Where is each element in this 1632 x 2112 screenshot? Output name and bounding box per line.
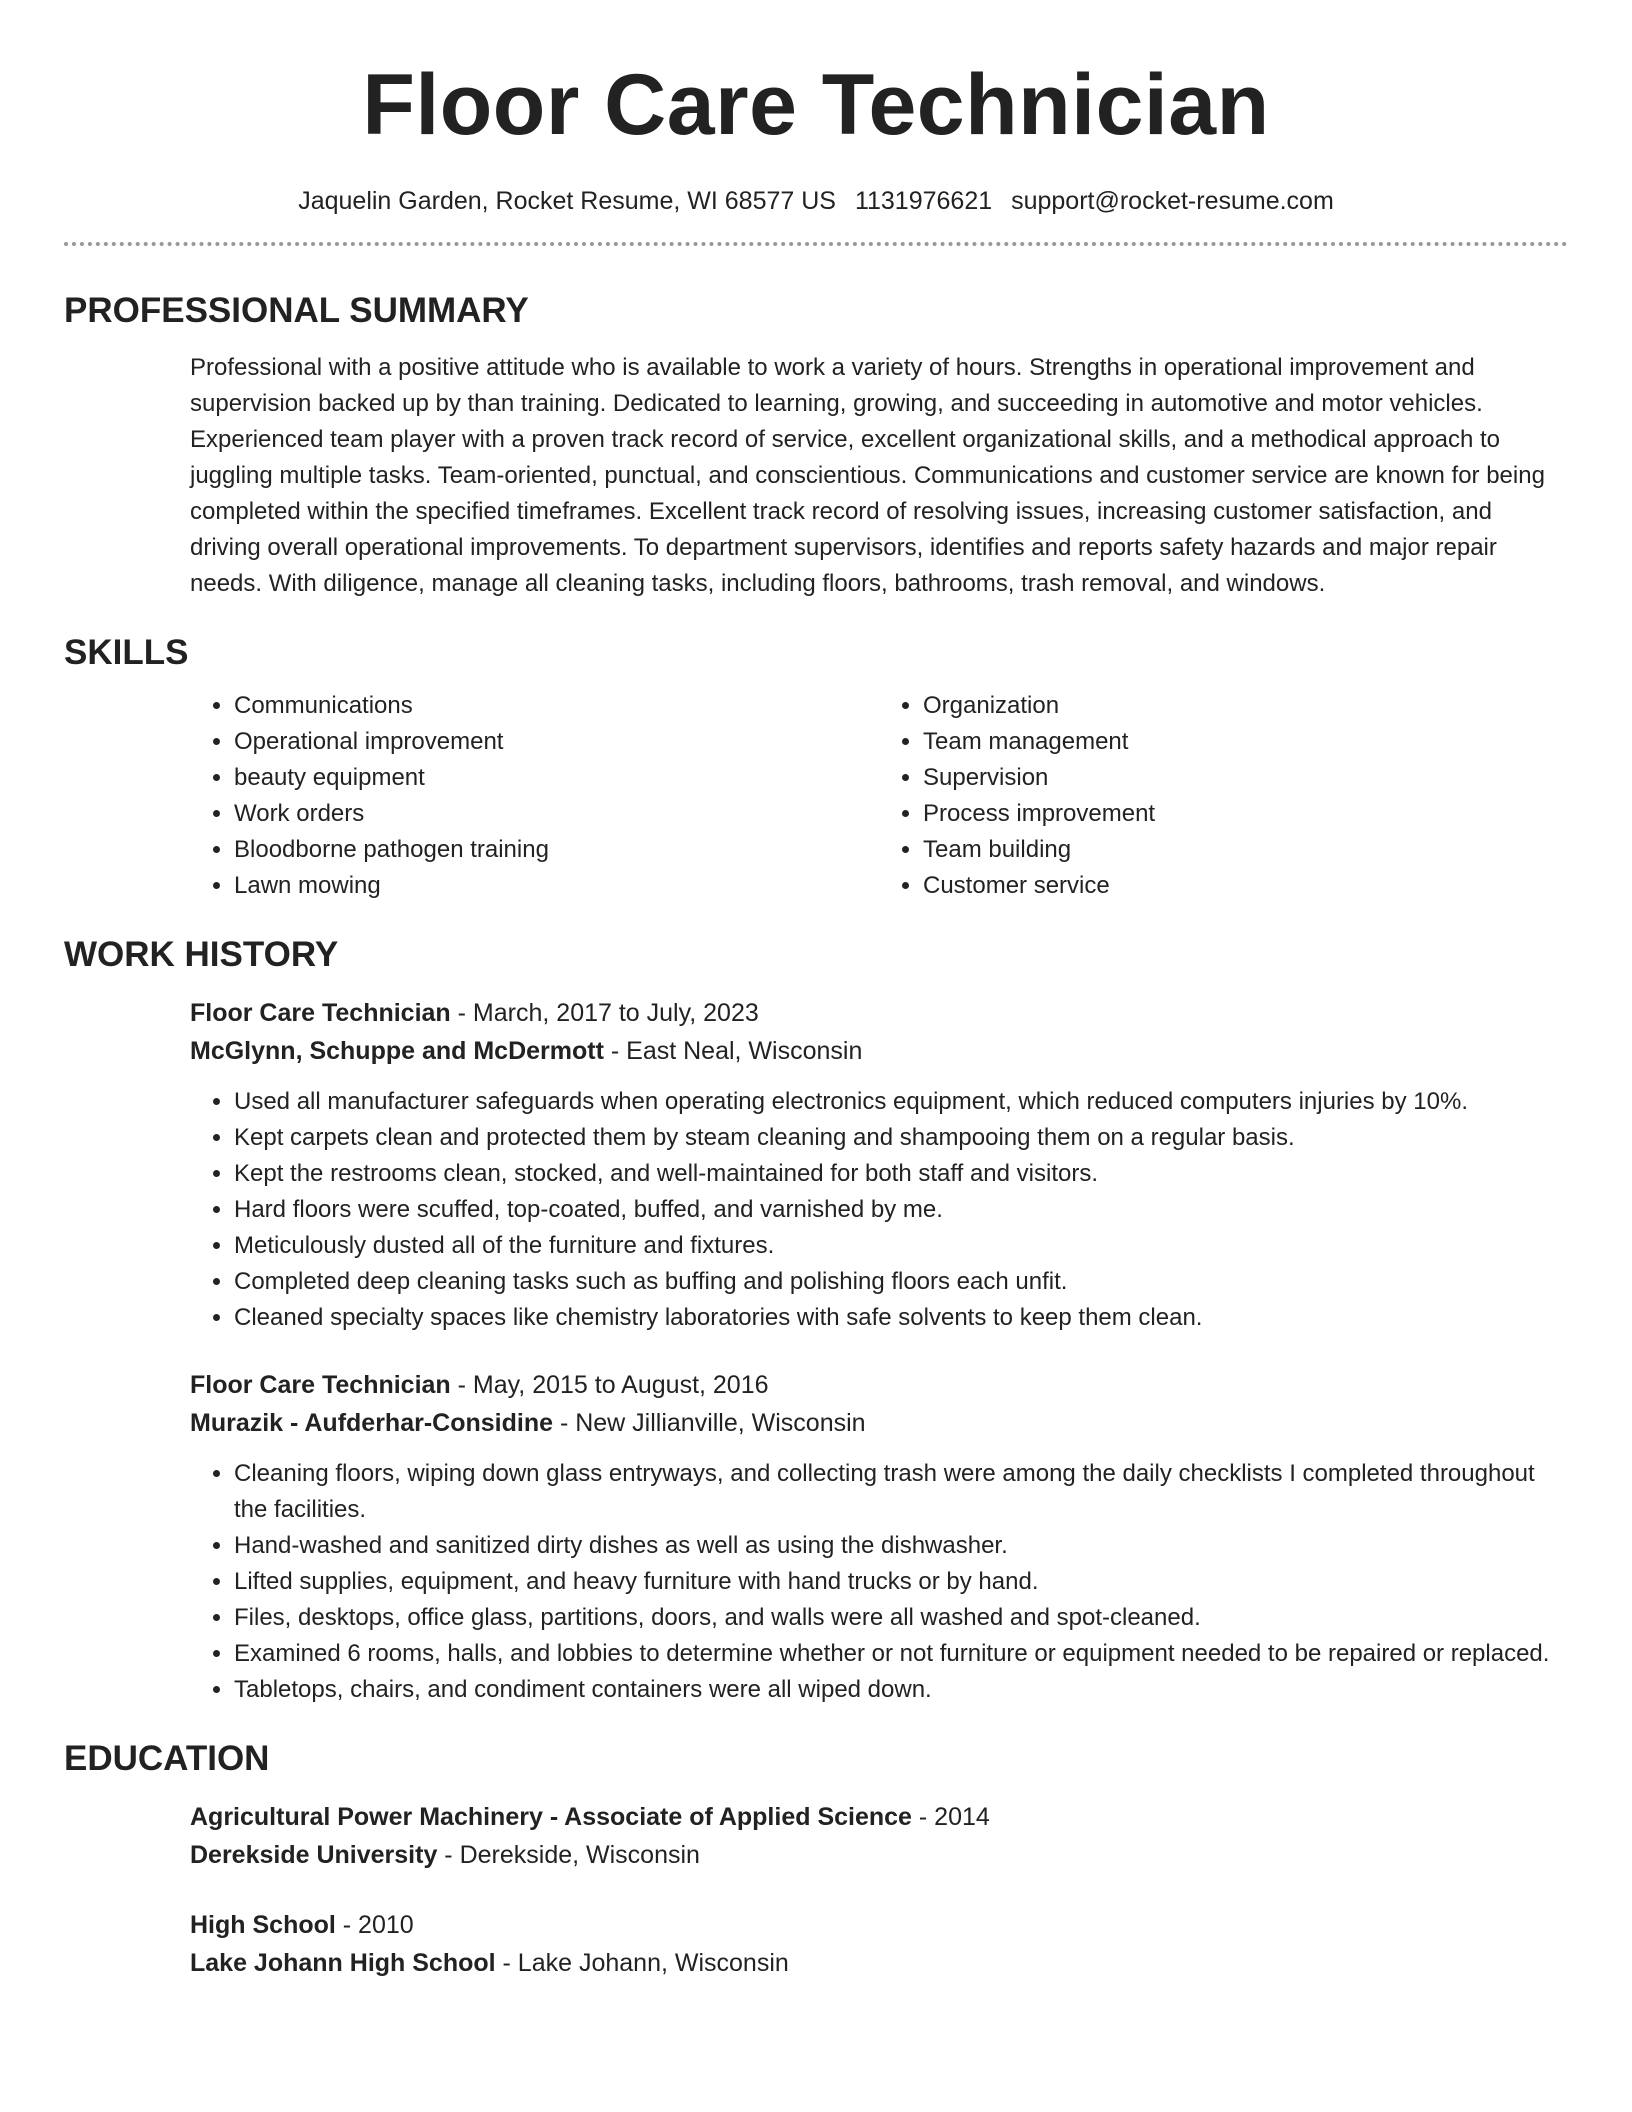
job-bullet: • Used all manufacturer safeguards when operating electronics equipment, which reduced computers injuries by 10%.	[234, 1084, 1568, 1120]
skill-item: • Bloodborne pathogen training	[234, 832, 879, 868]
skills-section	[64, 632, 1568, 904]
education-location: - Derekside, Wisconsin	[437, 1841, 700, 1869]
job-company-line	[190, 1404, 1568, 1442]
resume-title: Floor Care Technician	[362, 57, 1270, 153]
summary-section	[64, 290, 1568, 602]
skills-heading: SKILLS	[64, 633, 189, 672]
job-location: - New Jillianville, Wisconsin	[553, 1409, 866, 1437]
job-dates: - May, 2015 to August, 2016	[450, 1371, 769, 1399]
education-heading: EDUCATION	[64, 1739, 270, 1778]
skill-item: • Supervision	[923, 760, 1568, 796]
job-company: Murazik - Aufderhar-Considine	[190, 1409, 553, 1437]
summary-text: Professional with a positive attitude who is available to work a variety of hours. Strengths in operational improvement and supervision backed up by than training. Dedicated to learning, growing, and succeeding in automotive and motor vehicles. Experienced team player with a proven track record of service, excellent organizational skills, and a methodical approach to juggling multiple tasks. Team-oriented, punctual, and conscientious. Communications and customer service are known for being completed within the specified timeframes. Excellent track record of resolving issues, increasing customer satisfaction, and driving overall operational improvements. To department supervisors, identifies and reports safety hazards and major repair needs. With diligence, manage all cleaning tasks, including floors, bathrooms, trash removal, and windows.	[190, 354, 1545, 597]
skills-left-list	[190, 688, 879, 904]
job-company-line	[190, 1032, 1568, 1070]
job-company: McGlynn, Schuppe and McDermott	[190, 1037, 604, 1065]
header-divider	[64, 242, 1568, 246]
skill-item: • Process improvement	[923, 796, 1568, 832]
skills-columns	[190, 688, 1568, 904]
job-bullet: • Hand-washed and sanitized dirty dishes as well as using the dishwasher.	[234, 1528, 1568, 1564]
job-bullet: • Files, desktops, office glass, partitions, doors, and walls were all washed and spot-cleaned.	[234, 1600, 1568, 1636]
job-dates: - March, 2017 to July, 2023	[450, 999, 759, 1027]
skill-item: • Lawn mowing	[234, 868, 879, 904]
job-location: - East Neal, Wisconsin	[603, 1037, 863, 1065]
contact-address: Jaquelin Garden, Rocket Resume, WI 68577 US	[298, 187, 836, 215]
job-bullet: • Kept carpets clean and protected them by steam cleaning and shampooing them on a regular basis.	[234, 1120, 1568, 1156]
job-position: Floor Care Technician	[190, 1371, 451, 1399]
education-section	[64, 1738, 1568, 1982]
education-degree-line	[190, 1798, 1568, 1836]
education-entry	[64, 1798, 1568, 1874]
contact-phone: 1131976621	[854, 187, 993, 215]
skill-item: • beauty equipment	[234, 760, 879, 796]
work-history-section	[64, 934, 1568, 1708]
education-school-line	[190, 1944, 1568, 1982]
education-location: - Lake Johann, Wisconsin	[495, 1949, 789, 1977]
job-entry	[64, 994, 1568, 1336]
skill-item: • Customer service	[923, 868, 1568, 904]
job-bullet: • Meticulously dusted all of the furniture and fixtures.	[234, 1228, 1568, 1264]
job-title-line	[190, 994, 1568, 1032]
education-entry	[64, 1906, 1568, 1982]
job-position: Floor Care Technician	[190, 999, 451, 1027]
summary-heading: PROFESSIONAL SUMMARY	[64, 291, 529, 330]
job-title-line	[190, 1366, 1568, 1404]
work-history-heading: WORK HISTORY	[64, 935, 339, 974]
skill-item: • Team management	[923, 724, 1568, 760]
job-entry	[64, 1366, 1568, 1708]
skills-right-list	[879, 688, 1568, 904]
job-bullet: • Tabletops, chairs, and condiment containers were all wiped down.	[234, 1672, 1568, 1708]
skill-item: • Work orders	[234, 796, 879, 832]
education-degree: High School	[190, 1911, 336, 1939]
education-degree-line	[190, 1906, 1568, 1944]
job-bullets	[190, 1456, 1568, 1708]
job-bullet: • Kept the restrooms clean, stocked, and well-maintained for both staff and visitors.	[234, 1156, 1568, 1192]
education-school: Derekside University	[190, 1841, 438, 1869]
job-bullet: • Cleaning floors, wiping down glass entryways, and collecting trash were among the daily checklists I completed throughout the facilities.	[234, 1456, 1568, 1528]
job-bullet: • Cleaned specialty spaces like chemistry laboratories with safe solvents to keep them clean.	[234, 1300, 1568, 1336]
contact-line	[64, 186, 1568, 216]
education-year: - 2014	[911, 1803, 990, 1831]
education-year: - 2010	[335, 1911, 414, 1939]
education-school-line	[190, 1836, 1568, 1874]
job-bullet: • Lifted supplies, equipment, and heavy furniture with hand trucks or by hand.	[234, 1564, 1568, 1600]
job-bullets	[190, 1084, 1568, 1336]
skill-item: • Communications	[234, 688, 879, 724]
skill-item: • Organization	[923, 688, 1568, 724]
skill-item: • Operational improvement	[234, 724, 879, 760]
job-bullet: • Completed deep cleaning tasks such as buffing and polishing floors each unfit.	[234, 1264, 1568, 1300]
education-school: Lake Johann High School	[190, 1949, 496, 1977]
contact-email: support@rocket-resume.com	[1011, 187, 1334, 215]
job-bullet: • Examined 6 rooms, halls, and lobbies to determine whether or not furniture or equipment needed to be repaired or replaced.	[234, 1636, 1568, 1672]
education-degree: Agricultural Power Machinery - Associate of Applied Science	[190, 1803, 912, 1831]
skill-item: • Team building	[923, 832, 1568, 868]
job-bullet: • Hard floors were scuffed, top-coated, buffed, and varnished by me.	[234, 1192, 1568, 1228]
